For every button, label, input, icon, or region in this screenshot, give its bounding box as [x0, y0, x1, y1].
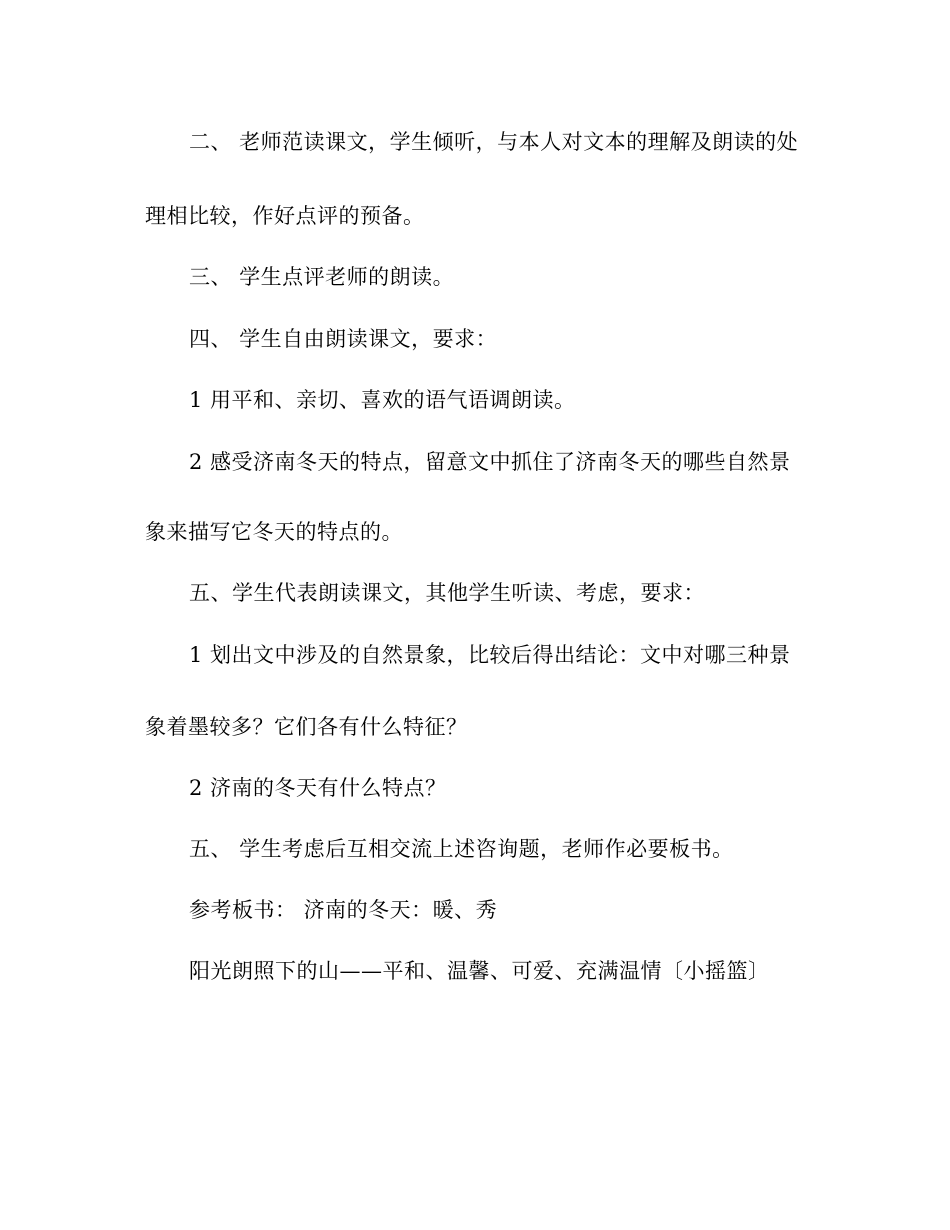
- paragraph-line: 五、学生代表朗读课文，其他学生听读、考虑，要求：: [189, 581, 705, 605]
- paragraph-line: 理相比较，作好点评的预备。: [145, 204, 425, 228]
- paragraph-line: 三、 学生点评老师的朗读。: [189, 265, 455, 289]
- paragraph-line: 五、 学生考虑后互相交流上述咨询题，老师作必要板书。: [189, 837, 734, 861]
- paragraph-line: 象来描写它冬天的特点的。: [145, 520, 403, 544]
- paragraph-line: 1 划出文中涉及的自然景象，比较后得出结论：文中对哪三种景: [189, 643, 791, 667]
- paragraph-line: 二、 老师范读课文，学生倾听，与本人对文本的理解及朗读的处: [189, 130, 799, 154]
- paragraph-line: 1 用平和、亲切、喜欢的语气语调朗读。: [189, 388, 576, 412]
- paragraph-line: 2 济南的冬天有什么特点？: [189, 776, 447, 800]
- paragraph-line: 阳光朗照下的山——平和、温馨、可爱、充满温情〔小摇篮〕: [189, 959, 770, 983]
- paragraph-line: 2 感受济南冬天的特点，留意文中抓住了济南冬天的哪些自然景: [189, 450, 791, 474]
- paragraph-line: 四、 学生自由朗读课文，要求：: [189, 327, 498, 351]
- paragraph-line: 象着墨较多？它们各有什么特征？: [145, 715, 468, 739]
- paragraph-line: 参考板书： 济南的冬天：暖、秀: [189, 898, 498, 922]
